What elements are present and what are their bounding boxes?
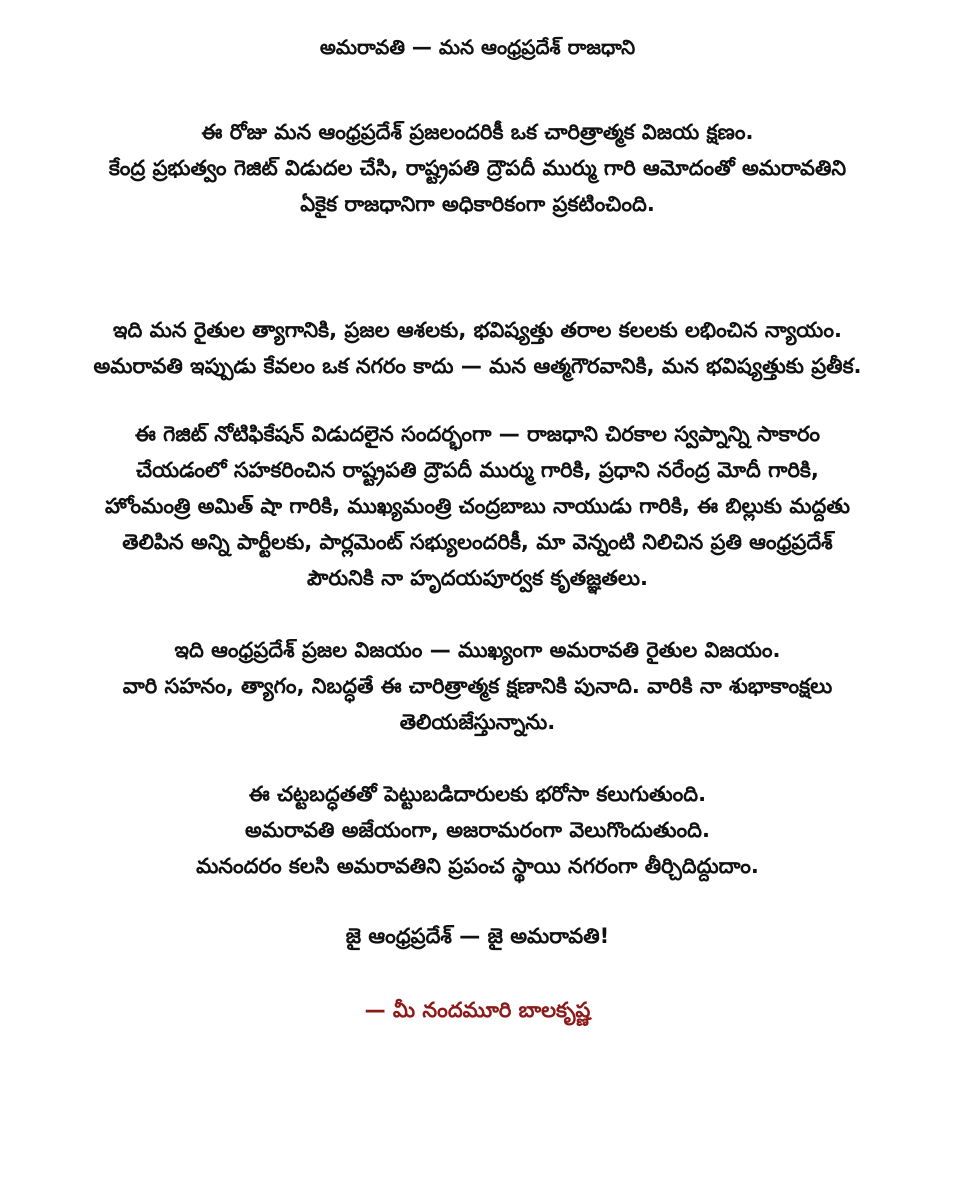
paragraph-line: వారి సహనం, త్యాగం, నిబద్ధతే ఈ చారిత్రాత్మక క్షణానికి పునాది. వారికి నా శుభాకాంక్షలు bbox=[122, 674, 833, 698]
paragraph-line: హోంమంత్రి అమిత్ షా గారికి, ముఖ్యమంత్రి చంద్రబాబు నాయుడు గారికి, ఈ బిల్లుకు మద్దతు bbox=[105, 494, 850, 518]
paragraph-gratitude bbox=[20, 416, 935, 596]
slogan-line: జై ఆంధ్రప్రదేశ్ — జై అమరావతి! bbox=[345, 924, 610, 948]
paragraph-victory bbox=[20, 632, 935, 740]
paragraph-line: ఈ రోజు మన ఆంధ్రప్రదేశ్ ప్రజలందరికీ ఒక చారిత్రాత్మక విజయ క్షణం. bbox=[201, 120, 754, 144]
paragraph-line: ఈ చట్టబద్ధతతో పెట్టుబడిదారులకు భరోసా కలుగుతుంది. bbox=[248, 782, 707, 806]
paragraph-line: ఈ గెజిట్ నోటిఫికేషన్ విడుదలైన సందర్భంగా — రాజధాని చిరకాల స్వప్నాన్ని సాకారం bbox=[134, 422, 821, 446]
paragraph-future bbox=[20, 776, 935, 884]
paragraph-line: అమరావతి అజేయంగా, అజరామరంగా వెలుగొందుతుంది. bbox=[245, 818, 710, 842]
paragraph-line: మనందరం కలసి అమరావతిని ప్రపంచ స్థాయి నగరంగా తీర్చిదిద్దుదాం. bbox=[196, 854, 759, 878]
paragraph-line: పౌరునికి నా హృదయపూర్వక కృతజ్ఞతలు. bbox=[307, 566, 648, 590]
paragraph-line: చేయడంలో సహకరించిన రాష్ట్రపతి ద్రౌపదీ ముర్ము గారికి, ప్రధాని నరేంద్ర మోదీ గారికి, bbox=[136, 458, 819, 482]
signature: — మీ నందమూరి బాలకృష్ణ bbox=[364, 998, 591, 1022]
paragraph-line: ఇది ఆంధ్రప్రదేశ్ ప్రజల విజయం — ముఖ్యంగా అమరావతి రైతుల విజయం. bbox=[174, 638, 781, 662]
paragraph-line: తెలిపిన అన్ని పార్టీలకు, పార్లమెంట్ సభ్యులందరికీ, మా వెన్నంటి నిలిచిన ప్రతి ఆంధ్రప్రదేశ్ bbox=[122, 530, 833, 554]
paragraph-line: అమరావతి ఇప్పుడు కేవలం ఒక నగరం కాదు — మన ఆత్మగౌరవానికి, మన భవిష్యత్తుకు ప్రతీక. bbox=[93, 354, 862, 378]
paragraph-line: ఇది మన రైతుల త్యాగానికి, ప్రజల ఆశలకు, భవిష్యత్తు తరాల కలలకు లభించిన న్యాయం. bbox=[113, 318, 842, 342]
page-title: అమరావతి — మన ఆంధ్రప్రదేశ్ రాజధాని bbox=[319, 35, 636, 59]
paragraph-announcement bbox=[20, 114, 935, 222]
paragraph-line: ఏకైక రాజధానిగా అధికారికంగా ప్రకటించింది. bbox=[300, 192, 655, 216]
paragraph-justice bbox=[20, 312, 935, 384]
paragraph-line: తెలియజేస్తున్నాను. bbox=[399, 710, 556, 734]
paragraph-line: కేంద్ర ప్రభుత్వం గెజిట్ విడుదల చేసి, రాష్ట్రపతి ద్రౌపదీ ముర్ము గారి ఆమోదంతో అమరావతిని bbox=[108, 156, 847, 180]
paragraph-slogan bbox=[20, 918, 935, 954]
